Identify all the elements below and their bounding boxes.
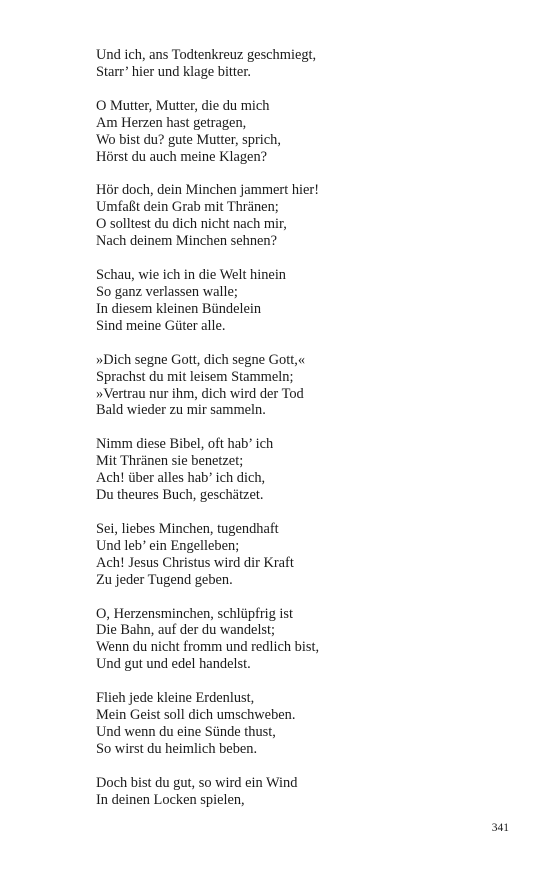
stanza xyxy=(96,521,516,589)
verse-line: O solltest du dich nicht nach mir, xyxy=(96,216,287,233)
stanza xyxy=(96,775,516,809)
verse-line: Und wenn du eine Sünde thust, xyxy=(96,724,276,740)
verse-line: Wo bist du? gute Mutter, sprich, xyxy=(96,131,281,148)
verse-line: Sei, liebes Minchen, tugendhaft xyxy=(96,520,279,537)
verse-line: In diesem kleinen Bündelein xyxy=(96,300,262,317)
verse-line: Wenn du nicht fromm und redlich bist, xyxy=(96,639,320,656)
stanza xyxy=(96,47,516,81)
verse-line: Mit Thränen sie benetzet; xyxy=(96,453,244,470)
verse-line: Flieh jede kleine Erdenlust, xyxy=(96,690,255,707)
verse-line: O Mutter, Mutter, die du mich xyxy=(96,97,270,114)
stanza xyxy=(96,98,516,166)
verse-line: In deinen Locken spielen, xyxy=(96,791,245,808)
verse-line: So ganz verlassen walle; xyxy=(96,283,238,300)
stanza xyxy=(96,352,516,420)
verse-line: Ach! über alles hab’ ich dich, xyxy=(96,470,266,487)
verse-line: O, Herzensminchen, schlüpfrig ist xyxy=(96,605,294,622)
verse-line: Hör doch, dein Minchen jammert hier! xyxy=(96,182,319,199)
verse-line: Und ich, ans Todtenkreuz geschmiegt, xyxy=(96,47,317,63)
verse-line: Zu jeder Tugend geben. xyxy=(96,571,233,588)
verse-line: Hörst du auch meine Klagen? xyxy=(96,148,268,165)
stanza xyxy=(96,690,516,758)
stanza xyxy=(96,606,516,674)
verse-line: So wirst du heimlich beben. xyxy=(96,740,258,757)
verse-line: Umfaßt dein Grab mit Thränen; xyxy=(96,199,279,216)
verse-line: Sind meine Güter alle. xyxy=(96,317,226,334)
verse-line: Schau, wie ich in die Welt hinein xyxy=(96,267,287,284)
verse-line: Starr’ hier und klage bitter. xyxy=(96,63,251,80)
verse-line: Und gut und edel handelst. xyxy=(96,656,251,673)
verse-line: Nimm diese Bibel, oft hab’ ich xyxy=(96,436,274,453)
stanza xyxy=(96,182,516,250)
poem-text xyxy=(96,47,516,826)
verse-line: Du theures Buch, geschätzet. xyxy=(96,487,264,504)
verse-line: Mein Geist soll dich umschweben. xyxy=(96,707,296,724)
verse-line: Am Herzen hast getragen, xyxy=(96,114,247,131)
verse-line: Bald wieder zu mir sammeln. xyxy=(96,402,266,419)
verse-line: Und leb’ ein Engelleben; xyxy=(96,537,240,554)
verse-line: »Dich segne Gott, dich segne Gott,« xyxy=(96,351,306,368)
verse-line: »Vertrau nur ihm, dich wird der Tod xyxy=(96,385,304,402)
stanza xyxy=(96,436,516,504)
verse-line: Ach! Jesus Christus wird dir Kraft xyxy=(96,554,294,571)
verse-line: Doch bist du gut, so wird ein Wind xyxy=(96,774,298,791)
page-number: 341 xyxy=(491,822,509,834)
verse-line: Sprachst du mit leisem Stammeln; xyxy=(96,368,294,385)
stanza xyxy=(96,267,516,335)
verse-line: Nach deinem Minchen sehnen? xyxy=(96,233,278,250)
verse-line: Die Bahn, auf der du wandelst; xyxy=(96,622,276,639)
